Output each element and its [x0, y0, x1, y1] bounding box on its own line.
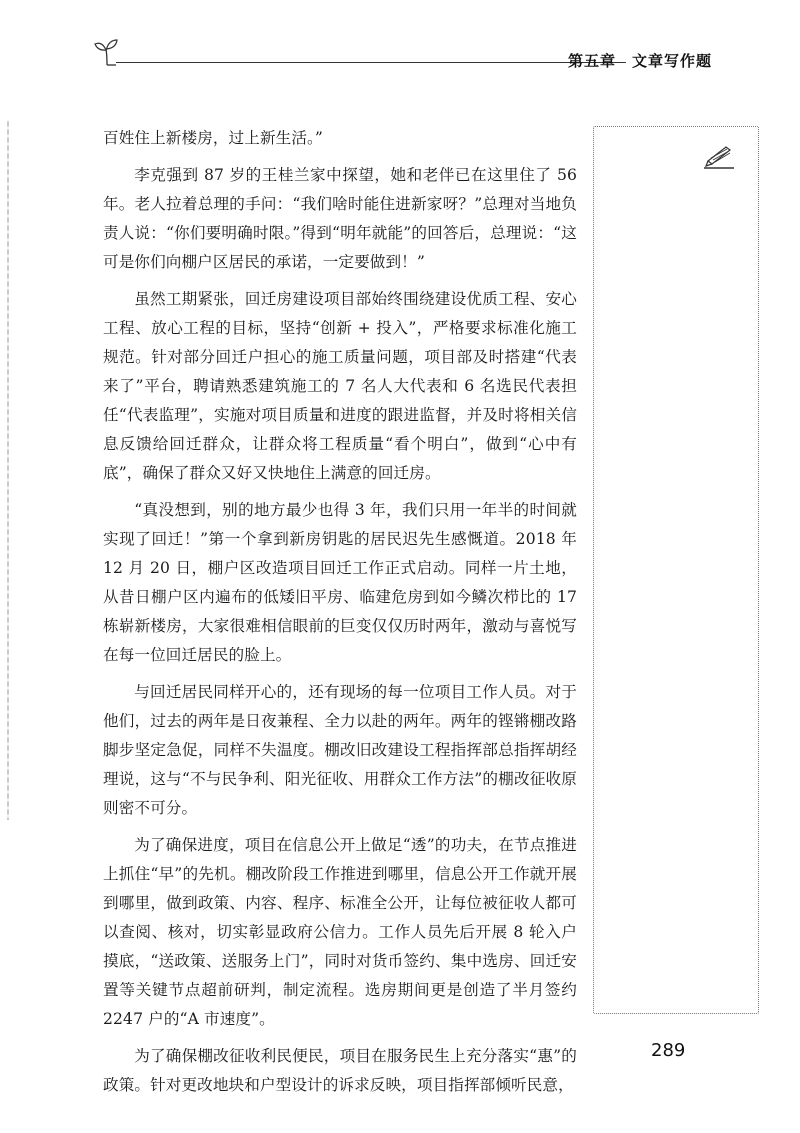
paragraph: 虽然工期紧张，回迁房建设项目部始终围绕建设优质工程、安心工程、放心工程的目标，坚持“创新 + 投入”，严格要求标准化施工规范。针对部分回迁户担心的施工质量问题，项目部及时搭建“代表来了”平台，聘请熟悉建筑施工的 7 名人大代表和 6 名选民代表担任“代表监理”，实施对项目质量和进度的跟进监督，并及时将相关信息反馈给回迁群众，让群众将工程质量“看个明白”，做到“心中有底”，确保了群众又好又快地住上满意的回迁房。 — [103, 290, 577, 482]
chapter-heading — [568, 50, 712, 71]
binding-margin-dots — [7, 120, 9, 820]
paragraph: 百姓住上新楼房，过上新生活。” — [103, 129, 323, 147]
paragraph: “真没想到，别的地方最少也得 3 年，我们只用一年半的时间就实现了回迁！”第一个拿到新房钥匙的居民迟先生感慨道。2018 年 12 月 20 日，棚户区改造项目回迁工作正式启动。同样一片土地，从昔日棚户区内遍布的低矮旧平房、临建危房到如今鳞次栉比的 17 栋崭新楼房，大家很难相信眼前的巨变仅仅历时两年，激动与喜悦写在每一位回迁居民的脸上。 — [103, 501, 577, 664]
paragraph: 为了确保进度，项目在信息公开上做足“透”的功夫，在节点推进上抓住“早”的先机。棚改阶段工作推进到哪里，信息公开工作就开展到哪里，做到政策、内容、程序、标准全公开，让每位被征收人都可以查阅、核对，切实彰显政府公信力。工作人员先后开展 8 轮入户摸底，“送政策、送服务上门”，同时对货币签约、集中选房、回迁安置等关键节点超前研判，制定流程。选房期间更是创造了半月签约 2247 户的“A 市速度”。 — [103, 836, 577, 1028]
pen-icon — [702, 143, 736, 169]
chapter-title: 文章写作题 — [631, 52, 712, 70]
paragraph: 李克强到 87 岁的王桂兰家中探望，她和老伴已在这里住了 56 年。老人拉着总理的手问：“我们啥时能住进新家呀？”总理对当地负责人说：“你们要明确时限。”得到“明年就能”的回答后，总理说：“这可是你们向棚户区居民的承诺，一定要做到！” — [103, 166, 577, 271]
notes-margin-box — [593, 126, 759, 1014]
header-rule — [116, 62, 626, 63]
page-number: 289 — [651, 1040, 686, 1061]
paragraph: 与回迁居民同样开心的，还有现场的每一位项目工作人员。对于他们，过去的两年是日夜兼程、全力以赴的两年。两年的铿锵棚改路脚步坚定急促，同样不失温度。棚改旧改建设工程指挥部总指挥胡经理说，这与“不与民争利、阳光征收、用群众工作方法”的棚改征收原则密不可分。 — [103, 683, 577, 817]
article-body — [103, 124, 577, 1108]
paragraph: 为了确保棚改征收利民便民，项目在服务民生上充分落实“惠”的政策。针对更改地块和户型设计的诉求反映，项目指挥部倾听民意， — [103, 1047, 577, 1094]
page-header — [92, 34, 712, 74]
chapter-label: 第五章 — [567, 52, 616, 70]
